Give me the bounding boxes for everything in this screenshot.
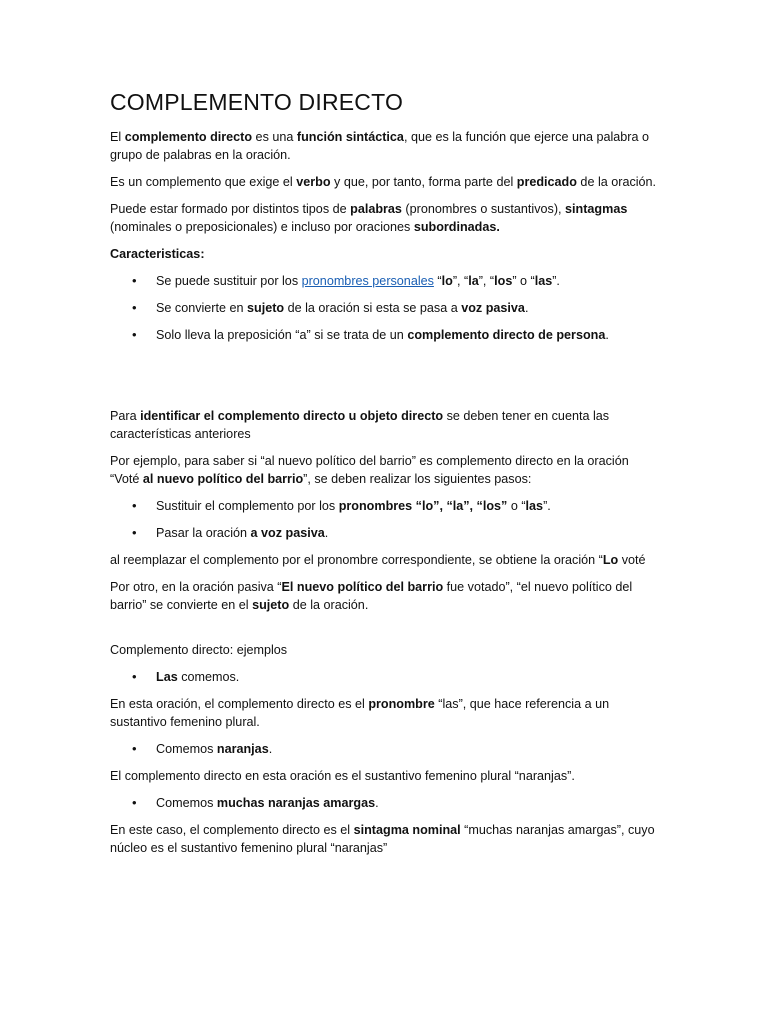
steps-list: [110, 497, 658, 542]
document-body: [110, 88, 658, 866]
example-1-list: [110, 668, 658, 686]
paragraph-definition: El complemento directo es una función sintáctica, que es la función que ejerce una palabra o grupo de palabras en la oración.: [110, 130, 650, 162]
example-2-explanation: El complemento directo en esta oración es el sustantivo femenino plural “naranjas”.: [110, 769, 575, 783]
page-title: COMPLEMENTO DIRECTO: [110, 89, 404, 115]
paragraph-verb: Es un complemento que exige el verbo y que, por tanto, forma parte del predicado de la oración.: [110, 175, 657, 189]
list-item: • Comemos naranjas.: [110, 740, 658, 758]
list-item: • Se convierte en sujeto de la oración si esta se pasa a voz pasiva.: [110, 299, 658, 317]
paragraph-formation: Puede estar formado por distintos tipos de palabras (pronombres o sustantivos), sintagmas (nominales o preposicionales) e incluso por oraciones subordinadas.: [110, 202, 628, 234]
paragraph-passive: Por otro, en la oración pasiva “El nuevo político del barrio fue votado”, “el nuevo político del barrio” se convierte en el sujeto de la oración.: [110, 580, 633, 612]
list-item: • Las comemos.: [110, 668, 658, 686]
spacer: [110, 623, 658, 641]
list-item: • Solo lleva la preposición “a” si se trata de un complemento directo de persona.: [110, 326, 658, 344]
list-item: • Pasar la oración a voz pasiva.: [110, 524, 658, 542]
paragraph-identify: Para identificar el complemento directo u objeto directo se deben tener en cuenta las características anteriores: [110, 409, 610, 441]
example-3-explanation: En este caso, el complemento directo es el sintagma nominal “muchas naranjas amargas”, cuyo núcleo es el sustantivo femenino plural “naranjas”: [110, 823, 655, 855]
paragraph-replace: al reemplazar el complemento por el pronombre correspondiente, se obtiene la oración “Lo voté: [110, 553, 646, 567]
examples-heading: Complemento directo: ejemplos: [110, 643, 288, 657]
features-list: [110, 272, 658, 344]
pronombres-personales-link[interactable]: pronombres personales: [301, 274, 434, 288]
example-1-explanation: En esta oración, el complemento directo es el pronombre “las”, que hace referencia a un sustantivo femenino plural.: [110, 697, 610, 729]
example-3-list: [110, 794, 658, 812]
list-item: • Sustituir el complemento por los pronombres “lo”, “la”, “los” o “las”.: [110, 497, 658, 515]
list-item: • Comemos muchas naranjas amargas.: [110, 794, 658, 812]
example-2-list: [110, 740, 658, 758]
paragraph-example-intro: Por ejemplo, para saber si “al nuevo político del barrio” es complemento directo en la oración “Voté al nuevo político del barrio”, se deben realizar los siguientes pasos:: [110, 454, 629, 486]
list-item: • Se puede sustituir por los pronombres personales “lo”, “la”, “los” o “las”.: [110, 272, 658, 290]
spacer: [110, 353, 658, 407]
features-heading: Caracteristicas:: [110, 247, 205, 261]
